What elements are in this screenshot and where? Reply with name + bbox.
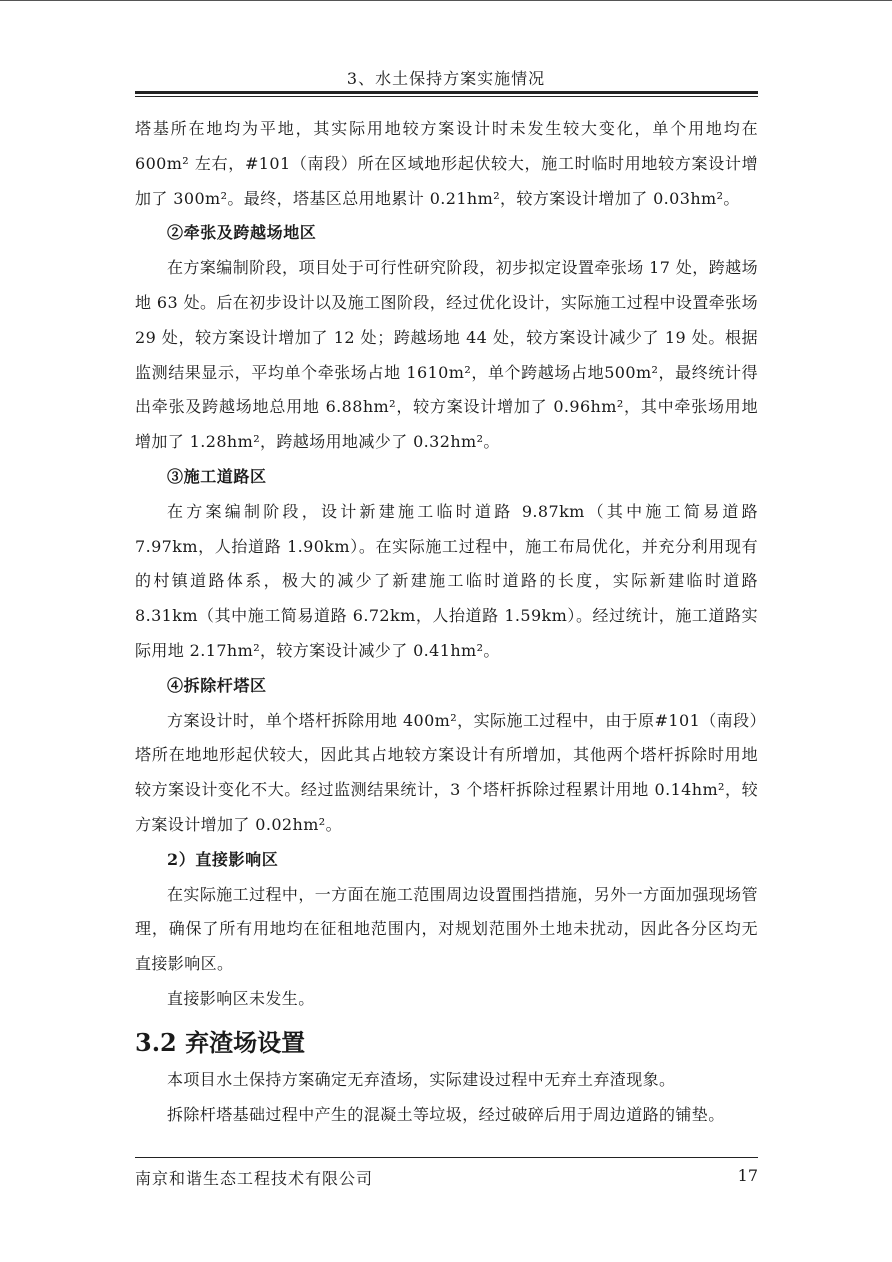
paragraph-construction-road: 在方案编制阶段，设计新建施工临时道路 9.87km（其中施工简易道路 7.97km，人抬道路 1.90km）。在实际施工过程中，施工布局优化，并充分利用现有的村镇道路体系，极大的减少了新建施工临时道路的长度，实际新建临时道路 8.31km（其中施工简易道路 6.72km，人抬道路 1.59km）。经过统计，施工道路实际用地 2.17hm²，较方案设计减少了 0.41hm²。 xyxy=(135,501,758,660)
running-header: 3、水土保持方案实施情况 xyxy=(346,69,546,88)
page-body xyxy=(135,112,758,1132)
paragraph-direct-impact-none: 直接影响区未发生。 xyxy=(167,988,315,1008)
heading-tower-removal: ④拆除杆塔区 xyxy=(167,675,267,695)
page-number: 17 xyxy=(737,1166,758,1185)
paragraph-tower-base: 塔基所在地均为平地，其实际用地较方案设计时未发生较大变化，单个用地均在600m² 左右，#101（南段）所在区域地形起伏较大，施工时临时用地较方案设计增加了 300m²。最终，塔基区总用地累计 0.21hm²，较方案设计增加了 0.03hm²。 xyxy=(135,119,758,208)
header-rule-thin xyxy=(135,96,758,97)
paragraph-spoil-2: 拆除杆塔基础过程中产生的混凝土等垃圾，经过破碎后用于周边道路的铺垫。 xyxy=(167,1104,725,1124)
heading-direct-impact: 2）直接影响区 xyxy=(167,849,279,869)
section-heading-spoil: 3.2 弃渣场设置 xyxy=(135,1027,306,1057)
page-top-edge xyxy=(0,0,892,1)
header-rule-thick xyxy=(135,91,758,94)
footer-company: 南京和谐生态工程技术有限公司 xyxy=(135,1169,374,1188)
heading-tension-crossing: ②牵张及跨越场地区 xyxy=(167,223,317,243)
paragraph-spoil-1: 本项目水土保持方案确定无弃渣场，实际建设过程中无弃土弃渣现象。 xyxy=(167,1069,676,1089)
footer-rule xyxy=(135,1157,758,1158)
paragraph-tension-crossing: 在方案编制阶段，项目处于可行性研究阶段，初步拟定设置牵张场 17 处，跨越场地 63 处。后在初步设计以及施工图阶段，经过优化设计，实际施工过程中设置牵张场 29 处，较方案设计增加了 12 处；跨越场地 44 处，较方案设计减少了 19 处。根据监测结果显示，平均单个牵张场占地 1610m²，单个跨越场占地500m²，最终统计得出牵张及跨越场地总用地 6.88hm²，较方案设计增加了 0.96hm²，其中牵张场用地增加了 1.28hm²，跨越场用地减少了 0.32hm²。 xyxy=(135,258,758,452)
paragraph-tower-removal: 方案设计时，单个塔杆拆除用地 400m²，实际施工过程中，由于原#101（南段）塔所在地地形起伏较大，因此其占地较方案设计有所增加，其他两个塔杆拆除时用地较方案设计变化不大。经过监测结果统计，3 个塔杆拆除过程累计用地 0.14hm²，较方案设计增加了 0.02hm²。 xyxy=(135,710,758,834)
paragraph-direct-impact: 在实际施工过程中，一方面在施工范围周边设置围挡措施，另外一方面加强现场管理，确保了所有用地均在征租地范围内，对规划范围外土地未扰动，因此各分区均无直接影响区。 xyxy=(135,884,758,974)
heading-construction-road: ③施工道路区 xyxy=(167,466,267,486)
